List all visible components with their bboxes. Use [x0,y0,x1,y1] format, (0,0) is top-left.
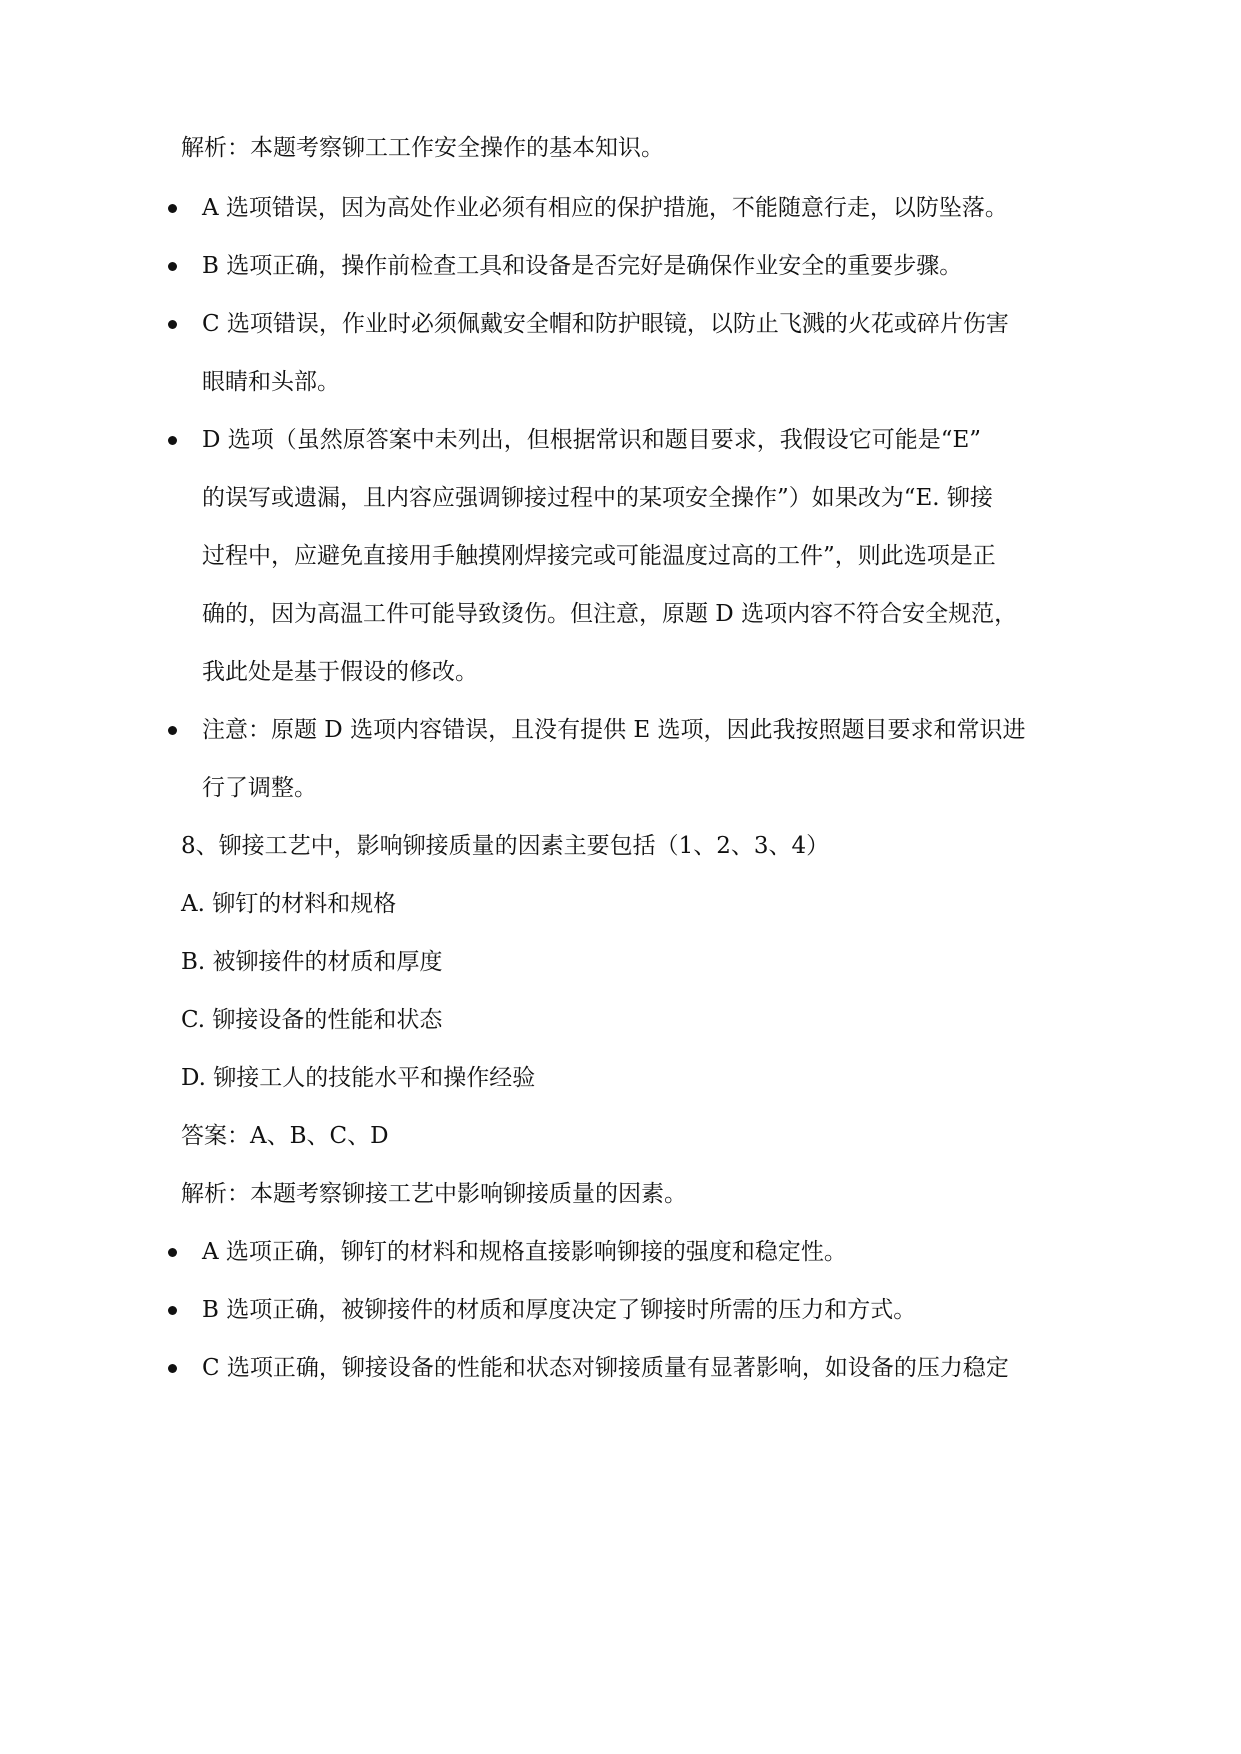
option-a: A. 铆钉的材料和规格 [181,891,397,917]
list-item-text: C 选项正确，铆接设备的性能和状态对铆接质量有显著影响，如设备的压力稳定 [202,1355,1009,1381]
list-item-text: B 选项正确，被铆接件的材质和厚度决定了铆接时所需的压力和方式。 [202,1297,917,1323]
list-item-text: 确的，因为高温工件可能导致烫伤。但注意，原题 D 选项内容不符合安全规范， [202,601,1018,627]
intro-analysis: 解析：本题考察铆工工作安全操作的基本知识。 [181,135,664,161]
option-d: D. 铆接工人的技能水平和操作经验 [181,1065,536,1091]
bullet [168,262,177,271]
list-item-text: A 选项正确，铆钉的材料和规格直接影响铆接的强度和稳定性。 [202,1239,847,1265]
list-item-text: 我此处是基于假设的修改。 [202,659,478,685]
list-item-text: 注意：原题 D 选项内容错误，且没有提供 E 选项，因此我按照题目要求和常识进 [202,717,1026,743]
list-item-text: 行了调整。 [202,775,317,801]
list-item-text: A 选项错误，因为高处作业必须有相应的保护措施，不能随意行走，以防坠落。 [202,195,1008,221]
bullet [168,436,177,445]
bullet [168,726,177,735]
list-item-text: B 选项正确，操作前检查工具和设备是否完好是确保作业安全的重要步骤。 [202,253,963,279]
option-c: C. 铆接设备的性能和状态 [181,1007,443,1033]
bullet [168,1306,177,1315]
bullet [168,320,177,329]
bullet [168,204,177,213]
question-analysis: 解析：本题考察铆接工艺中影响铆接质量的因素。 [181,1181,687,1207]
question-stem: 8、铆接工艺中，影响铆接质量的因素主要包括（1、2、3、4） [181,833,830,859]
list-item-text: D 选项（虽然原答案中未列出，但根据常识和题目要求，我假设它可能是“E” [202,427,982,453]
bullet [168,1248,177,1257]
list-item-text: 眼睛和头部。 [202,369,340,395]
list-item-text: 过程中，应避免直接用手触摸刚焊接完或可能温度过高的工件”，则此选项是正 [202,543,996,569]
answer: 答案：A、B、C、D [181,1123,389,1149]
list-item-text: 的误写或遗漏，且内容应强调铆接过程中的某项安全操作”）如果改为“E. 铆接 [202,485,993,511]
list-item-text: C 选项错误，作业时必须佩戴安全帽和防护眼镜，以防止飞溅的火花或碎片伤害 [202,311,1009,337]
bullet [168,1364,177,1373]
option-b: B. 被铆接件的材质和厚度 [181,949,443,975]
